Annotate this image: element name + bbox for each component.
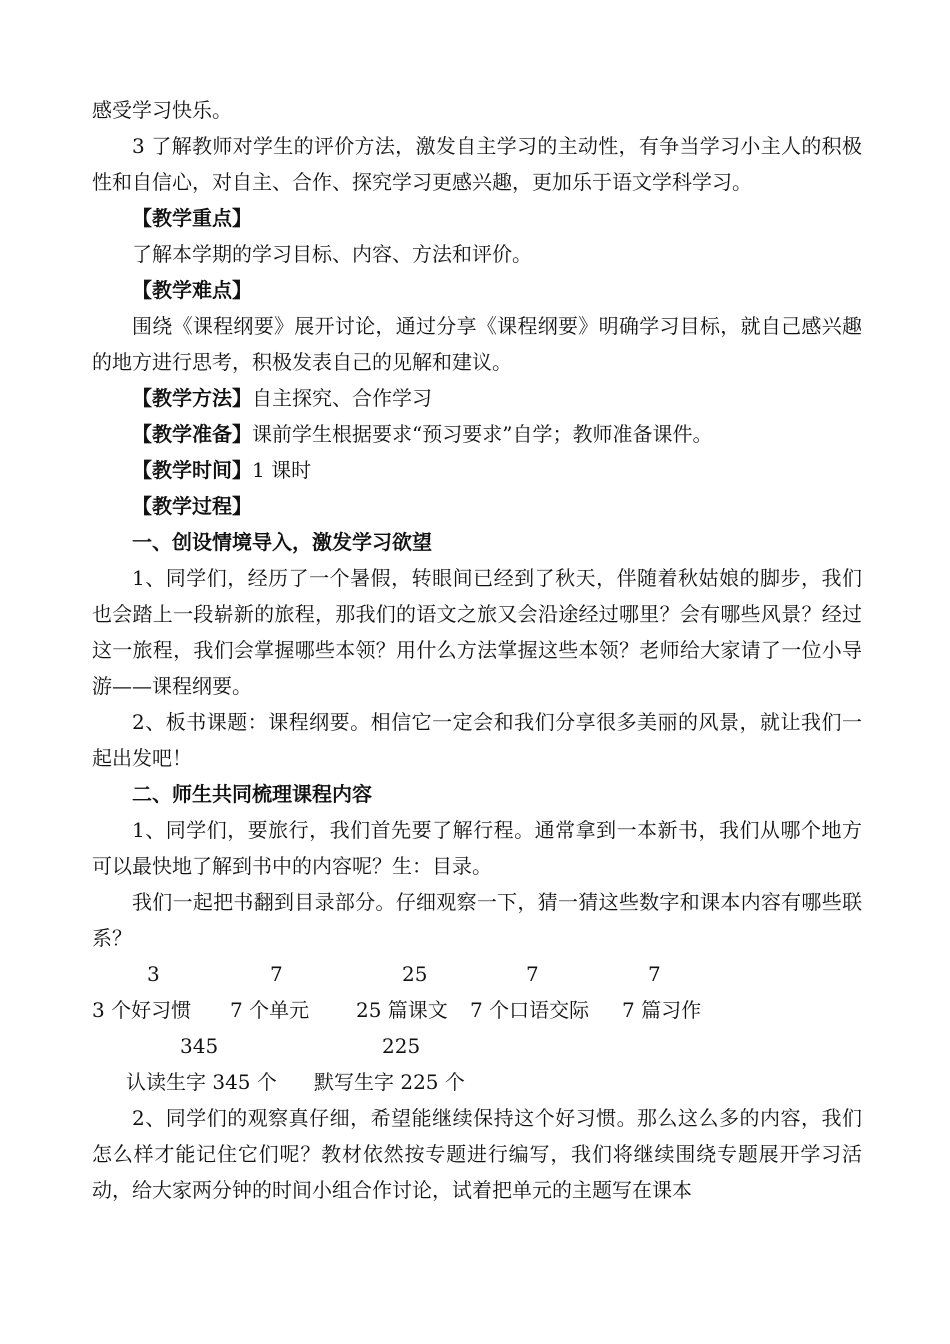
label-units: 7 个单元 [230,998,310,1022]
teaching-prep-line [92,416,862,452]
paragraph: 2、同学们的观察真仔细，希望能继续保持这个好习惯。那么这么多的内容，我们怎么样才能记住它们呢？教材依然按专题进行编写，我们将继续围绕专题展开学习活动，给大家两分钟的时间小组合作讨论，试着把单元的主题写在课本 [92,1106,862,1202]
paragraph: 2、板书课题：课程纲要。相信它一定会和我们分享很多美丽的风景，就让我们一起出发吧！ [92,710,862,770]
section-heading-prep: 【教学准备】 [132,422,252,446]
number-writing: 7 [648,962,661,986]
label-good-habits: 3 个好习惯 [92,998,192,1022]
document-page [92,92,862,1208]
section-heading-method: 【教学方法】 [132,386,252,410]
numbers-row [92,956,862,992]
label-recognize: 认读生字 345 个 [126,1070,277,1094]
number-units: 7 [270,962,283,986]
char-labels-row [92,1064,862,1100]
subsection-heading-2: 二、师生共同梳理课程内容 [132,782,372,806]
teaching-method-line [92,380,862,416]
prep-text: 课前学生根据要求“预习要求”自学；教师准备课件。 [252,422,713,446]
label-oral: 7 个口语交际 [470,998,590,1022]
paragraph: 3 了解教师对学生的评价方法，激发自主学习的主动性，有争当学习小主人的积极性和自信心，对自主、合作、探究学习更感兴趣，更加乐于语文学科学习。 [92,134,862,194]
number-texts: 25 [402,962,428,986]
time-text: 1 课时 [252,458,312,482]
section-heading-process: 【教学过程】 [132,494,252,518]
section-heading-difficulties: 【教学难点】 [132,278,252,302]
number-good-habits: 3 [147,962,160,986]
subsection-heading-1: 一、创设情境导入，激发学习欲望 [132,530,432,554]
char-numbers-row [92,1028,862,1064]
paragraph: 感受学习快乐。 [92,98,232,122]
label-texts: 25 篇课文 [356,998,448,1022]
number-dictate: 225 [382,1034,421,1058]
labels-row [92,992,862,1028]
section-heading-time: 【教学时间】 [132,458,252,482]
paragraph: 了解本学期的学习目标、内容、方法和评价。 [132,242,532,266]
number-recognize: 345 [180,1034,219,1058]
method-text: 自主探究、合作学习 [252,386,432,410]
paragraph: 1、同学们，经历了一个暑假，转眼间已经到了秋天，伴随着秋姑娘的脚步，我们也会踏上一段崭新的旅程，那我们的语文之旅又会沿途经过哪里？会有哪些风景？经过这一旅程，我们会掌握哪些本领？用什么方法掌握这些本领？老师给大家请了一位小导游——课程纲要。 [92,566,862,698]
label-dictate: 默写生字 225 个 [314,1070,465,1094]
label-writing: 7 篇习作 [622,998,702,1022]
paragraph: 1、同学们，要旅行，我们首先要了解行程。通常拿到一本新书，我们从哪个地方可以最快地了解到书中的内容呢？生：目录。 [92,818,862,878]
number-oral: 7 [526,962,539,986]
paragraph: 我们一起把书翻到目录部分。仔细观察一下，猜一猜这些数字和课本内容有哪些联系？ [92,890,862,950]
paragraph: 围绕《课程纲要》展开讨论，通过分享《课程纲要》明确学习目标，就自己感兴趣的地方进行思考，积极发表自己的见解和建议。 [92,314,862,374]
section-heading-key-points: 【教学重点】 [132,206,252,230]
teaching-time-line [92,452,862,488]
